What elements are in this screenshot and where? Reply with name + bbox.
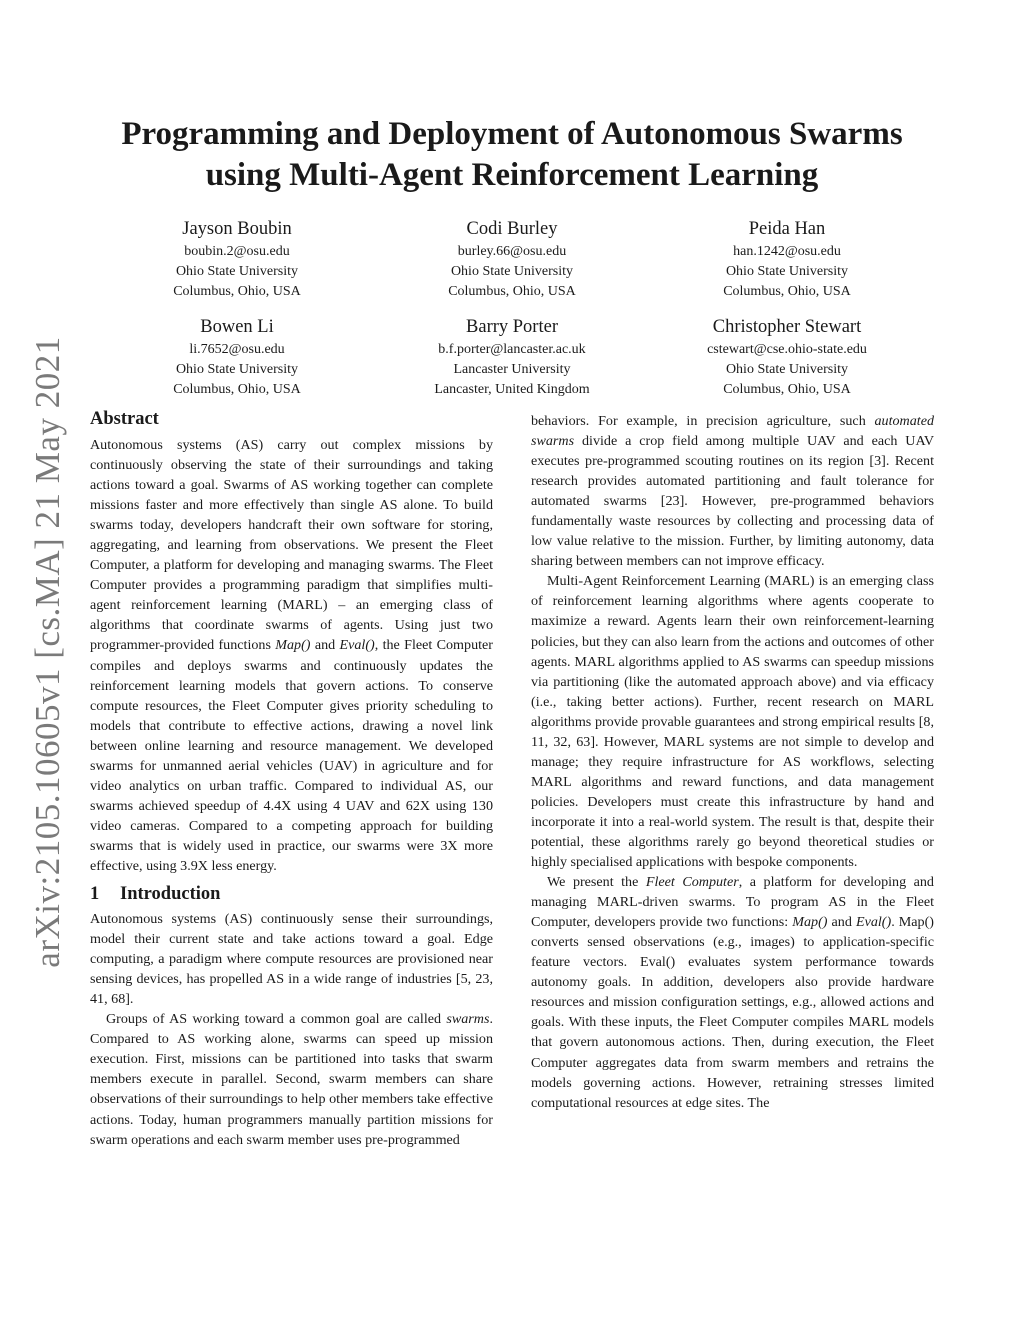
author-row	[100, 314, 924, 400]
author-card	[650, 314, 924, 400]
author-email: han.1242@osu.edu	[733, 244, 841, 259]
intro-emphasis: swarms	[446, 1011, 490, 1028]
author-affiliation: Ohio State University	[175, 264, 299, 279]
abstract-eval-fn: Eval()	[339, 637, 375, 654]
right-column	[531, 411, 934, 1113]
author-location: Columbus, Ohio, USA	[723, 382, 851, 397]
author-location: Columbus, Ohio, USA	[448, 284, 576, 299]
arxiv-identifier: arXiv:2105.10605v1 [cs.MA] 21 May 2021	[28, 336, 67, 968]
author-block	[100, 216, 924, 412]
author-name: Jayson Boubin	[182, 219, 292, 239]
author-affiliation: Ohio State University	[725, 264, 849, 279]
author-affiliation: Ohio State University	[450, 264, 574, 279]
intro-emphasis: Map()	[792, 914, 828, 931]
intro-paragraph: Multi-Agent Reinforcement Learning (MARL) is an emerging class of reinforcement learning algorithms where agents cooperate to maximize a reward. Agents learn their own reinforcement-learning policies, but they can also learn from the actions and outcomes of other agents. MARL algorithms applied to AS swarms can speedup missions via partitioning (like the automated approach above) and via efficacy (i.e., taking better actions). Further, recent research on MARL algorithms provide provable guarantees and strong empirical results [8, 11, 32, 63]. However, MARL systems are not simple to develop and manage; they require infrastructure for AS workflows, selecting MARL algorithms and reward functions, and data management policies. Developers must create this infrastructure by hand and incorporate it into a real-world system. The result is that, despite their potential, these algorithms rarely go beyond theoretical studies or highly specialised applications with bespoke components.	[531, 573, 934, 871]
paper-title: Programming and Deployment of Autonomous Swarms using Multi-Agent Reinforcement Learning	[121, 116, 903, 193]
section-title: Introduction	[120, 884, 221, 905]
author-card	[100, 216, 374, 302]
abstract-map-fn: Map()	[275, 637, 311, 654]
intro-text: . Map() converts sensed observations (e.g., images) to application-specific feature vectors. Eval() evaluates system performance towards autonomy goals. In addition, developers also provide hardware resources and mission configuration settings, e.g., allowed actions and goals. With these inputs, the Fleet Computer compiles MARL models that govern autonomous actions. Then, during execution, the Fleet Computer aggregates data from swarm members and retrains the models governing actions. However, retraining stresses limited computational resources at edge sites. The	[531, 914, 934, 1111]
author-card	[100, 314, 374, 400]
intro-text: and	[827, 914, 856, 931]
author-row	[100, 216, 924, 302]
author-affiliation: Lancaster University	[453, 362, 571, 377]
intro-text: , a platform for developing and managing MARL-driven swarms. To program AS in the Fleet Computer, developers provide two functions:	[531, 874, 934, 931]
author-location: Columbus, Ohio, USA	[173, 382, 301, 397]
intro-paragraph	[531, 411, 934, 571]
author-location: Lancaster, United Kingdom	[434, 382, 590, 397]
author-email: cstewart@cse.ohio-state.edu	[707, 342, 867, 357]
author-affiliation: Ohio State University	[175, 362, 299, 377]
intro-emphasis: Eval()	[855, 914, 892, 931]
author-name: Christopher Stewart	[712, 317, 862, 337]
author-card	[375, 314, 649, 400]
intro-emphasis: automated swarms	[531, 413, 934, 450]
intro-emphasis: Fleet Computer	[645, 874, 739, 891]
intro-text: divide a crop field among multiple UAV and each UAV executes pre-programmed scouting routines on its region [3]. Recent research provides automated partitioning and fault tolerance for automated swarms [23]. However, pre-programmed behaviors fundamentally waste resources by collecting and processing data of low value relative to the mission. Further, by limiting autonomy, data sharing between members can not improve efficacy.	[531, 433, 934, 570]
intro-text: behaviors. For example, in precision agriculture, such	[531, 413, 875, 429]
section-heading-introduction	[90, 882, 493, 906]
author-location: Columbus, Ohio, USA	[723, 284, 851, 299]
abstract-heading: Abstract	[90, 409, 159, 429]
author-card	[375, 216, 649, 302]
author-affiliation: Ohio State University	[725, 362, 849, 377]
author-card	[650, 216, 924, 302]
author-name: Barry Porter	[466, 317, 558, 337]
left-column	[90, 405, 493, 1150]
intro-paragraph	[90, 1009, 493, 1149]
author-name: Codi Burley	[466, 219, 558, 239]
author-email: li.7652@osu.edu	[189, 342, 285, 357]
author-location: Columbus, Ohio, USA	[173, 284, 301, 299]
abstract-text: Autonomous systems (AS) carry out complex missions by continuously observing the state of their surroundings and taking actions toward a goal. Swarms of AS working together can complete missions faster and more effectively than single AS alone. To build swarms today, developers handcraft their own software for storing, aggregating, and learning from observations. We present the Fleet Computer, a platform for developing and managing swarms. The Fleet Computer provides a programming paradigm that simplifies multi-agent reinforcement learning (MARL) – an emerging class of algorithms that coordinate swarms of agents. Using just two programmer-provided functions	[90, 437, 493, 654]
author-email: b.f.porter@lancaster.ac.uk	[438, 342, 586, 357]
intro-paragraph: Autonomous systems (AS) continuously sense their surroundings, model their current state and take actions toward a goal. Edge computing, a paradigm where compute resources are provisioned near sensing devices, has propelled AS in a wide range of industries [5, 23, 41, 68].	[90, 911, 493, 1008]
abstract-text: and	[310, 637, 340, 654]
intro-text: Groups of AS working toward a common goal are called	[106, 1011, 447, 1028]
intro-paragraph	[531, 872, 934, 1113]
section-number: 1	[90, 884, 100, 905]
abstract-text: , the Fleet Computer compiles and deploys swarms and continuously updates the reinforcement learning models that govern actions. To conserve compute resources, the Fleet Computer gives priority scheduling to models that contribute to effective actions, drawing a novel link between online learning and resource management. We developed swarms for unmanned aerial vehicles (UAV) in agriculture and for video analytics on urban traffic. Compared to individual AS, our swarms achieved speedup of 4.4X using 4 UAV and 62X using 130 video cameras. Compared to a competing approach for building swarms that is widely used in practice, our swarms were 3X more effective, using 3.9X less energy.	[90, 637, 493, 874]
abstract-paragraph	[90, 435, 493, 876]
author-name: Bowen Li	[200, 317, 274, 337]
intro-text: We present the	[547, 874, 646, 891]
intro-text: . Compared to AS working alone, swarms can speed up mission execution. First, missions can be partitioned into tasks that swarm members execute in parallel. Second, swarm members can share observations of their surroundings to help other members take effective actions. Today, human programmers manually partition missions for swarm operations and each swarm member uses pre-programmed	[90, 1011, 493, 1148]
author-name: Peida Han	[748, 219, 826, 239]
author-email: burley.66@osu.edu	[457, 244, 567, 259]
author-email: boubin.2@osu.edu	[184, 244, 290, 259]
